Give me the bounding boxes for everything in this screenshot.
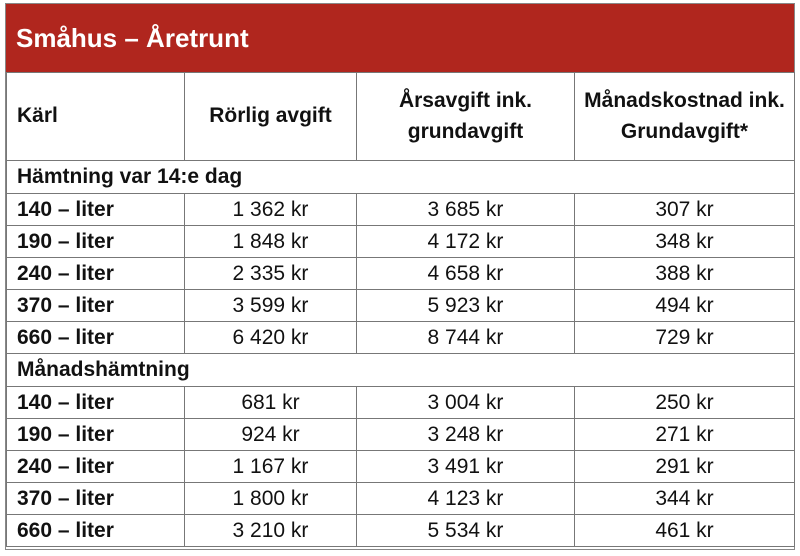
- annual-fee-cell: 3 004 kr: [357, 387, 575, 419]
- annual-fee-cell: 3 491 kr: [357, 451, 575, 483]
- table-row: [7, 419, 795, 451]
- monthly-cost-cell: 388 kr: [575, 258, 795, 290]
- variable-fee-cell: 924 kr: [185, 419, 357, 451]
- monthly-cost-cell: 494 kr: [575, 290, 795, 322]
- monthly-cost-cell: 271 kr: [575, 419, 795, 451]
- monthly-cost-cell: 307 kr: [575, 194, 795, 226]
- table-row: [7, 194, 795, 226]
- annual-fee-cell: 5 923 kr: [357, 290, 575, 322]
- annual-fee-cell: 5 534 kr: [357, 515, 575, 547]
- table-row: [7, 515, 795, 547]
- annual-fee-cell: 4 172 kr: [357, 226, 575, 258]
- header-monthly-cost: Månadskostnad ink. Grundavgift*: [575, 73, 795, 161]
- container-size-cell: 370 – liter: [7, 483, 185, 515]
- variable-fee-cell: 3 599 kr: [185, 290, 357, 322]
- annual-fee-cell: 3 248 kr: [357, 419, 575, 451]
- header-annual-fee: Årsavgift ink. grundavgift: [357, 73, 575, 161]
- container-size-cell: 240 – liter: [7, 451, 185, 483]
- container-size-cell: 140 – liter: [7, 194, 185, 226]
- annual-fee-cell: 4 658 kr: [357, 258, 575, 290]
- group-label: Månadshämtning: [7, 354, 795, 387]
- variable-fee-cell: 1 848 kr: [185, 226, 357, 258]
- table-row: [7, 290, 795, 322]
- table-title: Småhus – Åretrunt: [6, 4, 794, 72]
- table-row: [7, 451, 795, 483]
- variable-fee-cell: 3 210 kr: [185, 515, 357, 547]
- monthly-cost-cell: 461 kr: [575, 515, 795, 547]
- monthly-cost-cell: 291 kr: [575, 451, 795, 483]
- group-label: Hämtning var 14:e dag: [7, 161, 795, 194]
- container-size-cell: 190 – liter: [7, 419, 185, 451]
- table-body: [7, 161, 795, 547]
- monthly-cost-cell: 344 kr: [575, 483, 795, 515]
- variable-fee-cell: 1 167 kr: [185, 451, 357, 483]
- annual-fee-cell: 3 685 kr: [357, 194, 575, 226]
- variable-fee-cell: 6 420 kr: [185, 322, 357, 354]
- annual-fee-cell: 4 123 kr: [357, 483, 575, 515]
- table-row: [7, 258, 795, 290]
- header-row: [7, 73, 795, 161]
- group-row: [7, 161, 795, 194]
- price-table: [6, 72, 795, 547]
- monthly-cost-cell: 729 kr: [575, 322, 795, 354]
- header-container: Kärl: [7, 73, 185, 161]
- container-size-cell: 240 – liter: [7, 258, 185, 290]
- group-row: [7, 354, 795, 387]
- container-size-cell: 190 – liter: [7, 226, 185, 258]
- variable-fee-cell: 1 800 kr: [185, 483, 357, 515]
- monthly-cost-cell: 250 kr: [575, 387, 795, 419]
- table-row: [7, 226, 795, 258]
- container-size-cell: 660 – liter: [7, 322, 185, 354]
- variable-fee-cell: 681 kr: [185, 387, 357, 419]
- variable-fee-cell: 1 362 kr: [185, 194, 357, 226]
- container-size-cell: 140 – liter: [7, 387, 185, 419]
- table-row: [7, 322, 795, 354]
- variable-fee-cell: 2 335 kr: [185, 258, 357, 290]
- price-table-card: [5, 3, 795, 550]
- table-row: [7, 387, 795, 419]
- annual-fee-cell: 8 744 kr: [357, 322, 575, 354]
- container-size-cell: 370 – liter: [7, 290, 185, 322]
- monthly-cost-cell: 348 kr: [575, 226, 795, 258]
- header-variable-fee: Rörlig avgift: [185, 73, 357, 161]
- container-size-cell: 660 – liter: [7, 515, 185, 547]
- table-row: [7, 483, 795, 515]
